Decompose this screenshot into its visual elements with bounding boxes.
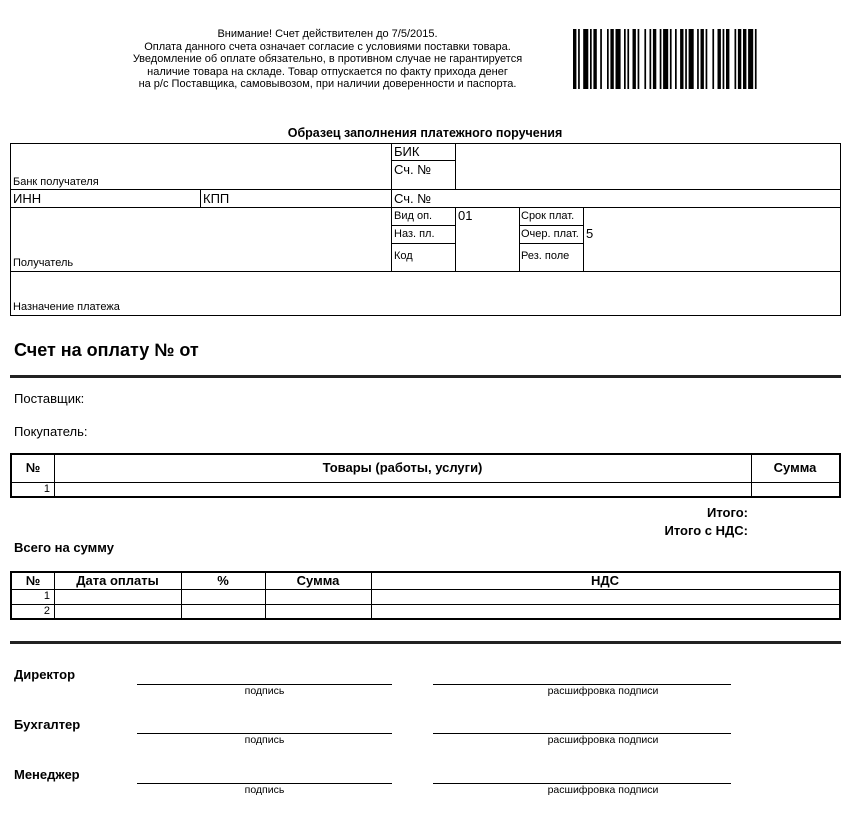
barcode-icon	[573, 29, 823, 89]
accountant-label: Бухгалтер	[14, 717, 81, 732]
inn-label: ИНН	[13, 191, 42, 206]
invoice-title: Счет на оплату № от	[14, 340, 199, 360]
vid-op-value: 01	[458, 208, 473, 223]
pay-header-sum: Сумма	[296, 573, 340, 588]
pay-row-num: 1	[43, 590, 50, 602]
goods-header-num: №	[25, 460, 41, 475]
pay-header-num: №	[25, 573, 41, 588]
account-label: Сч. №	[394, 162, 432, 177]
notice-line: на р/с Поставщика, самовывозом, при наличии доверенности и паспорта.	[138, 78, 517, 91]
ocher-plat-label: Очер. плат.	[521, 228, 579, 240]
pay-row-num: 2	[43, 605, 50, 617]
pay-header-vat: НДС	[590, 573, 620, 588]
total-vat-label: Итого с НДС:	[664, 523, 748, 538]
bank-label: Банк получателя	[13, 176, 99, 188]
goods-table	[10, 453, 841, 498]
notice-line: Внимание! Счет действителен до 7/5/2015.	[217, 28, 438, 40]
rez-pole-label: Рез. поле	[521, 250, 570, 262]
total-sum-label: Всего на сумму	[14, 540, 114, 555]
divider	[10, 641, 841, 644]
purpose-label: Назначение платежа	[13, 301, 120, 313]
notice-line: наличие товара на складе. Товар отпускается по факту прихода денег	[147, 65, 508, 78]
invoice-notice	[120, 28, 535, 91]
goods-header-sum: Сумма	[773, 460, 817, 475]
naz-pl-label: Наз. пл.	[394, 228, 435, 240]
director-label: Директор	[14, 667, 76, 682]
payment-order-title: Образец заполнения платежного поручения	[287, 126, 563, 140]
manager-label: Менеджер	[14, 767, 80, 782]
supplier-label: Поставщик:	[14, 391, 85, 406]
decode-caption: расшифровка подписи	[547, 685, 659, 697]
bik-label: БИК	[394, 144, 420, 159]
account2-label: Сч. №	[394, 191, 432, 206]
signature-caption: подпись	[244, 685, 285, 697]
notice-line: Оплата данного счета означает согласие с условиями поставки товара.	[144, 40, 511, 53]
total-label: Итого:	[707, 505, 748, 520]
buyer-label: Покупатель:	[14, 424, 88, 439]
pay-header-percent: %	[217, 573, 229, 588]
payments-table	[10, 571, 841, 620]
kpp-label: КПП	[203, 191, 230, 206]
signature-caption: подпись	[244, 784, 285, 796]
vid-op-label: Вид оп.	[394, 210, 433, 222]
divider	[10, 375, 841, 378]
goods-header-name: Товары (работы, услуги)	[322, 460, 483, 475]
pay-header-date: Дата оплаты	[76, 573, 159, 588]
payment-order-form	[10, 143, 841, 316]
notice-line: Уведомление об оплате обязательно, в противном случае не гарантируется	[132, 53, 523, 66]
goods-row-num: 1	[43, 483, 50, 495]
signature-caption: подпись	[244, 734, 285, 746]
recipient-label: Получатель	[13, 257, 74, 269]
decode-caption: расшифровка подписи	[547, 784, 659, 796]
ocher-plat-value: 5	[586, 226, 594, 241]
decode-caption: расшифровка подписи	[547, 734, 659, 746]
kod-label: Код	[394, 250, 413, 262]
srok-plat-label: Срок плат.	[521, 210, 575, 222]
